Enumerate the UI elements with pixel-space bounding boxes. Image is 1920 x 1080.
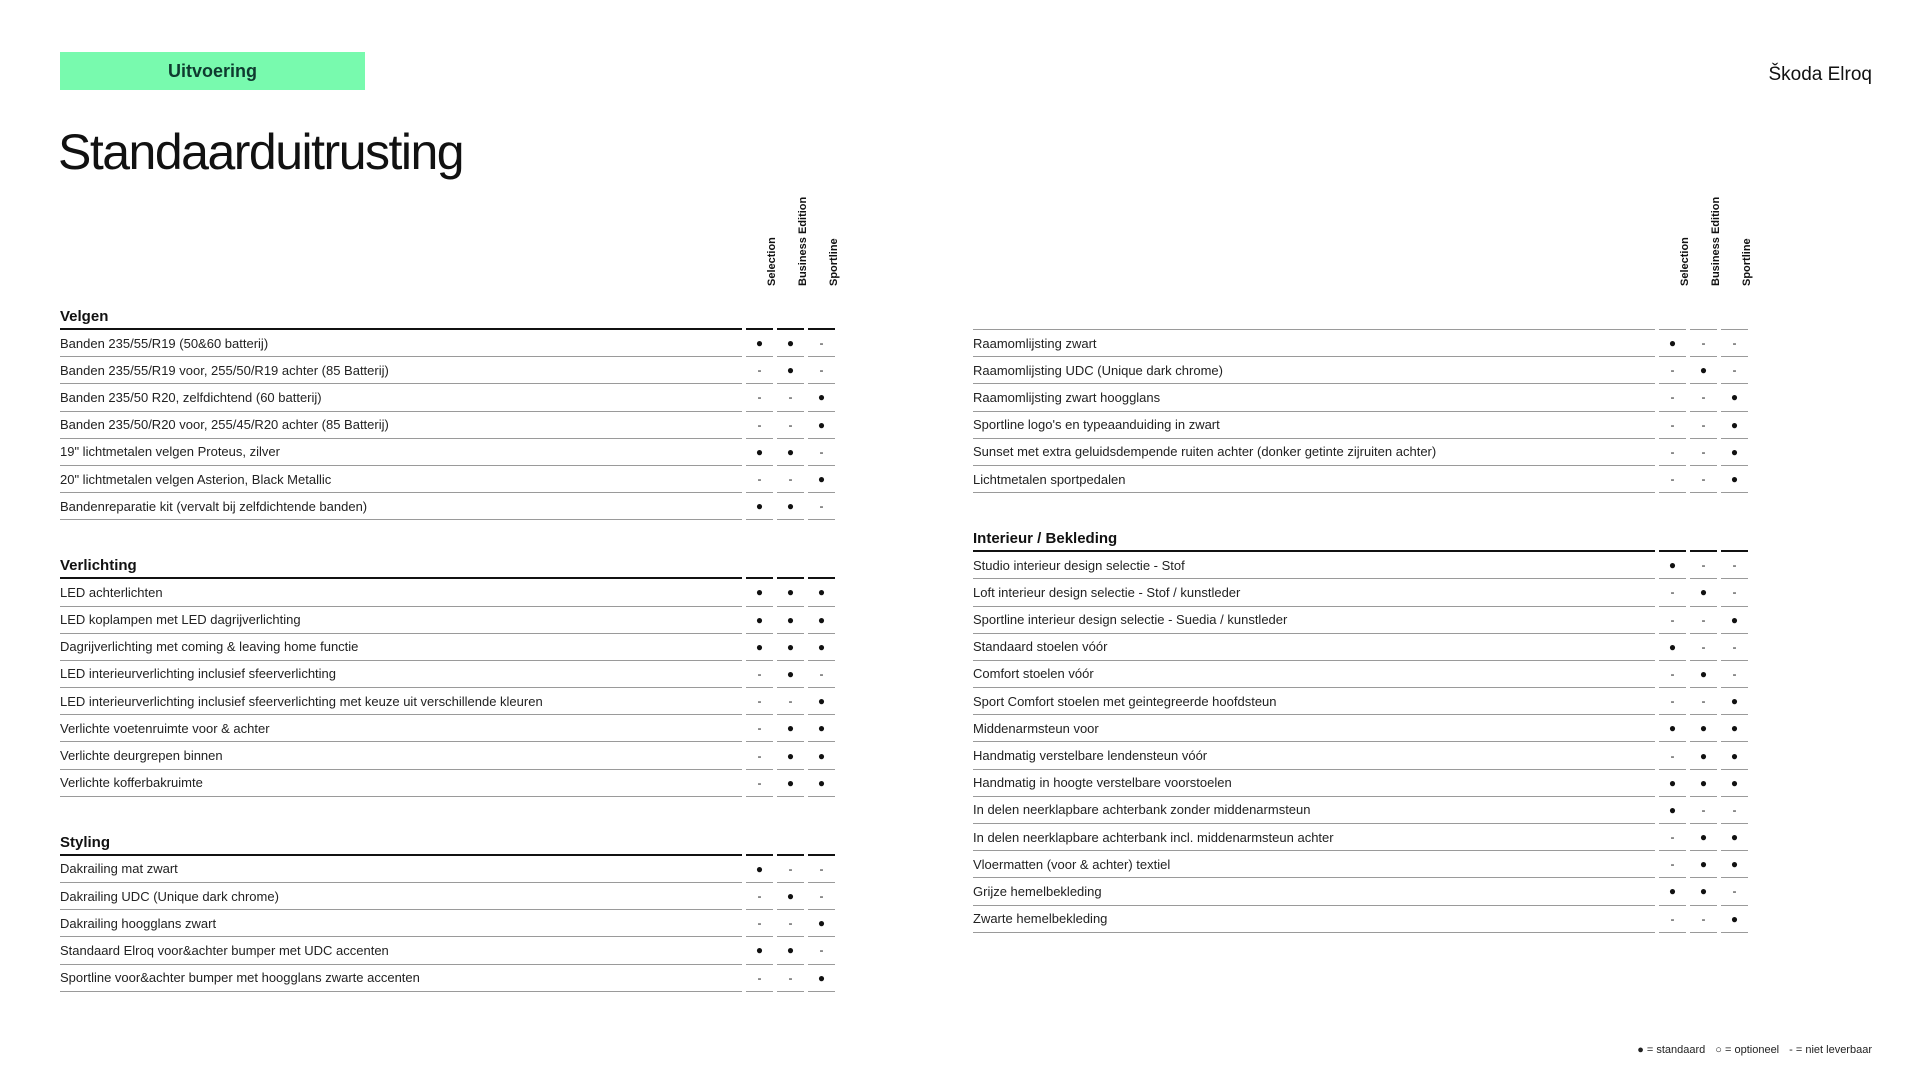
table-row (973, 661, 1748, 688)
availability-cell: ● (1721, 851, 1748, 878)
table-row (973, 851, 1748, 878)
availability-cell: - (1690, 607, 1717, 634)
table-row (973, 384, 1748, 411)
table-row (973, 715, 1748, 742)
equipment-section (60, 824, 835, 992)
availability-cell: - (1659, 412, 1686, 439)
left-sections (60, 298, 835, 992)
table-row (60, 661, 835, 688)
table-row (60, 412, 835, 439)
row-label: Verlichte kofferbakruimte (60, 770, 742, 797)
section-title: Interieur / Bekleding (973, 530, 1655, 552)
availability-cell: - (746, 742, 773, 769)
row-label: LED koplampen met LED dagrijverlichting (60, 607, 742, 634)
availability-cell: - (1659, 906, 1686, 933)
availability-cell: ● (777, 742, 804, 769)
row-label: Grijze hemelbekleding (973, 878, 1655, 905)
column-header-selection: Selection (766, 237, 778, 286)
availability-cell: - (777, 910, 804, 937)
availability-cell: ● (746, 937, 773, 964)
availability-cell: ● (808, 742, 835, 769)
availability-cell: ● (777, 439, 804, 466)
availability-cell: - (1659, 607, 1686, 634)
availability-cell: ● (1721, 439, 1748, 466)
availability-cell: ● (808, 688, 835, 715)
row-label: Standaard stoelen vóór (973, 634, 1655, 661)
row-label: In delen neerklapbare achterbank zonder middenarmsteun (973, 797, 1655, 824)
equipment-section (973, 298, 1748, 493)
equipment-section (60, 298, 835, 520)
availability-cell: - (746, 715, 773, 742)
table-row (60, 634, 835, 661)
availability-cell: - (746, 965, 773, 992)
availability-cell: - (1659, 661, 1686, 688)
availability-cell: - (1690, 906, 1717, 933)
table-row (60, 910, 835, 937)
table-row (60, 715, 835, 742)
table-row (973, 466, 1748, 493)
table-row (973, 906, 1748, 933)
availability-cell: ● (746, 856, 773, 883)
row-label: LED interieurverlichting inclusief sfeerverlichting met keuze uit verschillende kleuren (60, 688, 742, 715)
availability-cell: ● (746, 493, 773, 520)
availability-cell: - (1721, 552, 1748, 579)
availability-cell: - (1721, 357, 1748, 384)
availability-cell: ● (1721, 770, 1748, 797)
availability-cell: - (1721, 634, 1748, 661)
availability-cell: ● (1690, 878, 1717, 905)
availability-cell: ● (808, 384, 835, 411)
availability-cell: - (1690, 466, 1717, 493)
availability-cell: ● (1721, 824, 1748, 851)
availability-cell: - (808, 937, 835, 964)
availability-cell: ● (777, 715, 804, 742)
table-row (973, 797, 1748, 824)
availability-cell: ● (746, 439, 773, 466)
column-header-sportline: Sportline (1741, 238, 1753, 286)
row-label: Vloermatten (voor & achter) textiel (973, 851, 1655, 878)
row-label: Raamomlijsting zwart (973, 330, 1655, 357)
table-row (973, 579, 1748, 606)
table-row (973, 742, 1748, 769)
row-label: Lichtmetalen sportpedalen (973, 466, 1655, 493)
availability-cell: - (1721, 579, 1748, 606)
availability-cell: - (746, 412, 773, 439)
availability-cell: ● (1721, 715, 1748, 742)
table-row (60, 466, 835, 493)
row-label: Sportline voor&achter bumper met hoogglans zwarte accenten (60, 965, 742, 992)
availability-cell: - (1659, 688, 1686, 715)
brand-name: Škoda Elroq (1768, 64, 1872, 85)
legend (1637, 1044, 1872, 1056)
section-title: Styling (60, 834, 742, 856)
table-row (973, 412, 1748, 439)
availability-cell: ● (808, 412, 835, 439)
availability-cell: - (746, 661, 773, 688)
availability-cell: ● (1721, 607, 1748, 634)
row-label: 19" lichtmetalen velgen Proteus, zilver (60, 439, 742, 466)
table-row (60, 965, 835, 992)
availability-cell: ● (1721, 688, 1748, 715)
equipment-section (973, 520, 1748, 933)
availability-cell: ● (1721, 384, 1748, 411)
availability-cell: - (777, 688, 804, 715)
availability-cell: ● (746, 607, 773, 634)
availability-cell: - (777, 856, 804, 883)
row-label: Banden 235/55/R19 voor, 255/50/R19 achter (85 Batterij) (60, 357, 742, 384)
availability-cell: - (1659, 384, 1686, 411)
availability-cell: ● (1690, 579, 1717, 606)
table-row (973, 357, 1748, 384)
table-row (973, 330, 1748, 357)
availability-cell: ● (777, 770, 804, 797)
availability-cell: ● (808, 634, 835, 661)
row-label: Standaard Elroq voor&achter bumper met UDC accenten (60, 937, 742, 964)
availability-cell: - (1659, 439, 1686, 466)
availability-cell: - (1721, 797, 1748, 824)
column-header-selection: Selection (1679, 237, 1691, 286)
availability-cell: ● (1721, 906, 1748, 933)
row-label: Handmatig verstelbare lendensteun vóór (973, 742, 1655, 769)
availability-cell: ● (1690, 770, 1717, 797)
availability-cell: ● (1721, 466, 1748, 493)
availability-cell: ● (777, 883, 804, 910)
availability-cell: ● (777, 357, 804, 384)
section-header (60, 298, 835, 330)
row-label: Sport Comfort stoelen met geintegreerde hoofdsteun (973, 688, 1655, 715)
availability-cell: - (746, 770, 773, 797)
availability-cell: - (1659, 742, 1686, 769)
availability-cell: - (808, 883, 835, 910)
table-row (60, 883, 835, 910)
availability-cell: ● (1721, 742, 1748, 769)
section-header (973, 520, 1748, 552)
availability-cell: ● (777, 330, 804, 357)
section-header (60, 547, 835, 579)
availability-cell: - (777, 384, 804, 411)
table-row (973, 878, 1748, 905)
availability-cell: ● (777, 661, 804, 688)
row-label: Verlichte deurgrepen binnen (60, 742, 742, 769)
table-row (60, 856, 835, 883)
availability-cell: - (777, 965, 804, 992)
availability-cell: ● (1690, 824, 1717, 851)
availability-cell: - (1690, 412, 1717, 439)
availability-cell: ● (777, 579, 804, 606)
section-badge: Uitvoering (60, 52, 365, 90)
availability-cell: - (1690, 552, 1717, 579)
row-label: Bandenreparatie kit (vervalt bij zelfdichtende banden) (60, 493, 742, 520)
availability-cell: - (1659, 579, 1686, 606)
row-label: Banden 235/50/R20 voor, 255/45/R20 achter (85 Batterij) (60, 412, 742, 439)
availability-cell: - (808, 493, 835, 520)
section-header (60, 824, 835, 856)
table-row (60, 742, 835, 769)
availability-cell: - (808, 856, 835, 883)
availability-cell: ● (1690, 851, 1717, 878)
availability-cell: ● (1659, 797, 1686, 824)
availability-cell: ● (1659, 330, 1686, 357)
row-label: In delen neerklapbare achterbank incl. middenarmsteun achter (973, 824, 1655, 851)
row-label: Sportline interieur design selectie - Suedia / kunstleder (973, 607, 1655, 634)
section-title: Verlichting (60, 557, 742, 579)
availability-cell: - (1659, 466, 1686, 493)
table-row (60, 937, 835, 964)
row-label: LED achterlichten (60, 579, 742, 606)
availability-cell: ● (1690, 357, 1717, 384)
column-header-business-edition: Business Edition (1710, 196, 1722, 286)
availability-cell: - (777, 466, 804, 493)
availability-cell: - (1690, 688, 1717, 715)
row-label: Dakrailing mat zwart (60, 856, 742, 883)
section-title: Velgen (60, 308, 742, 330)
availability-cell: ● (808, 607, 835, 634)
availability-cell: ● (746, 634, 773, 661)
section-header (973, 298, 1748, 330)
availability-cell: - (808, 439, 835, 466)
availability-cell: ● (808, 770, 835, 797)
availability-cell: - (1690, 634, 1717, 661)
availability-cell: - (746, 384, 773, 411)
table-row (60, 770, 835, 797)
availability-cell: ● (777, 607, 804, 634)
availability-cell: - (1721, 661, 1748, 688)
page-title: Standaarduitrusting (58, 124, 464, 180)
legend-optional: ○ = optioneel (1715, 1044, 1780, 1056)
right-sections (973, 298, 1748, 933)
availability-cell: - (1690, 797, 1717, 824)
row-label: Comfort stoelen vóór (973, 661, 1655, 688)
availability-cell: - (746, 883, 773, 910)
row-label: LED interieurverlichting inclusief sfeerverlichting (60, 661, 742, 688)
table-row (60, 357, 835, 384)
availability-cell: ● (1690, 715, 1717, 742)
availability-cell: ● (1659, 770, 1686, 797)
right-equipment-table (973, 196, 1753, 933)
column-headers (60, 196, 840, 298)
left-equipment-table (60, 196, 840, 992)
table-row (60, 439, 835, 466)
availability-cell: - (746, 688, 773, 715)
row-label: Verlichte voetenruimte voor & achter (60, 715, 742, 742)
availability-cell: - (1721, 878, 1748, 905)
equipment-section (60, 547, 835, 797)
table-row (60, 384, 835, 411)
row-label: Dakrailing UDC (Unique dark chrome) (60, 883, 742, 910)
availability-cell: ● (746, 579, 773, 606)
table-row (973, 607, 1748, 634)
table-row (60, 579, 835, 606)
availability-cell: - (1659, 824, 1686, 851)
availability-cell: ● (746, 330, 773, 357)
table-row (973, 634, 1748, 661)
legend-standard: ● = standaard (1637, 1044, 1706, 1056)
table-row (60, 330, 835, 357)
row-label: Dagrijverlichting met coming & leaving home functie (60, 634, 742, 661)
table-row (973, 439, 1748, 466)
column-headers (973, 196, 1753, 298)
table-row (60, 607, 835, 634)
availability-cell: ● (1690, 661, 1717, 688)
availability-cell: - (1721, 330, 1748, 357)
availability-cell: - (1690, 439, 1717, 466)
legend-unavailable: - = niet leverbaar (1789, 1044, 1872, 1056)
availability-cell: - (1690, 330, 1717, 357)
availability-cell: ● (808, 910, 835, 937)
availability-cell: ● (777, 634, 804, 661)
availability-cell: - (1659, 851, 1686, 878)
availability-cell: - (808, 330, 835, 357)
table-row (60, 493, 835, 520)
row-label: Middenarmsteun voor (973, 715, 1655, 742)
row-label: Raamomlijsting zwart hoogglans (973, 384, 1655, 411)
column-header-sportline: Sportline (828, 238, 840, 286)
table-row (973, 552, 1748, 579)
availability-cell: ● (777, 493, 804, 520)
row-label: Banden 235/55/R19 (50&60 batterij) (60, 330, 742, 357)
availability-cell: - (808, 357, 835, 384)
table-row (60, 688, 835, 715)
availability-cell: ● (1659, 715, 1686, 742)
row-label: Zwarte hemelbekleding (973, 906, 1655, 933)
column-header-business-edition: Business Edition (797, 196, 809, 286)
table-row (973, 770, 1748, 797)
availability-cell: - (746, 357, 773, 384)
table-row (973, 824, 1748, 851)
availability-cell: ● (808, 466, 835, 493)
availability-cell: ● (1659, 634, 1686, 661)
availability-cell: ● (808, 579, 835, 606)
row-label: Studio interieur design selectie - Stof (973, 552, 1655, 579)
availability-cell: - (777, 412, 804, 439)
row-label: Handmatig in hoogte verstelbare voorstoelen (973, 770, 1655, 797)
row-label: Sportline logo's en typeaanduiding in zwart (973, 412, 1655, 439)
availability-cell: ● (1659, 878, 1686, 905)
availability-cell: ● (777, 937, 804, 964)
row-label: 20" lichtmetalen velgen Asterion, Black Metallic (60, 466, 742, 493)
row-label: Raamomlijsting UDC (Unique dark chrome) (973, 357, 1655, 384)
availability-cell: ● (1659, 552, 1686, 579)
availability-cell: ● (808, 965, 835, 992)
availability-cell: ● (1721, 412, 1748, 439)
row-label: Sunset met extra geluidsdempende ruiten achter (donker getinte zijruiten achter) (973, 439, 1655, 466)
table-row (973, 688, 1748, 715)
availability-cell: - (746, 910, 773, 937)
row-label: Dakrailing hoogglans zwart (60, 910, 742, 937)
availability-cell: - (1690, 384, 1717, 411)
row-label: Loft interieur design selectie - Stof / kunstleder (973, 579, 1655, 606)
row-label: Banden 235/50 R20, zelfdichtend (60 batterij) (60, 384, 742, 411)
availability-cell: ● (808, 715, 835, 742)
availability-cell: - (1659, 357, 1686, 384)
availability-cell: - (746, 466, 773, 493)
availability-cell: - (808, 661, 835, 688)
availability-cell: ● (1690, 742, 1717, 769)
